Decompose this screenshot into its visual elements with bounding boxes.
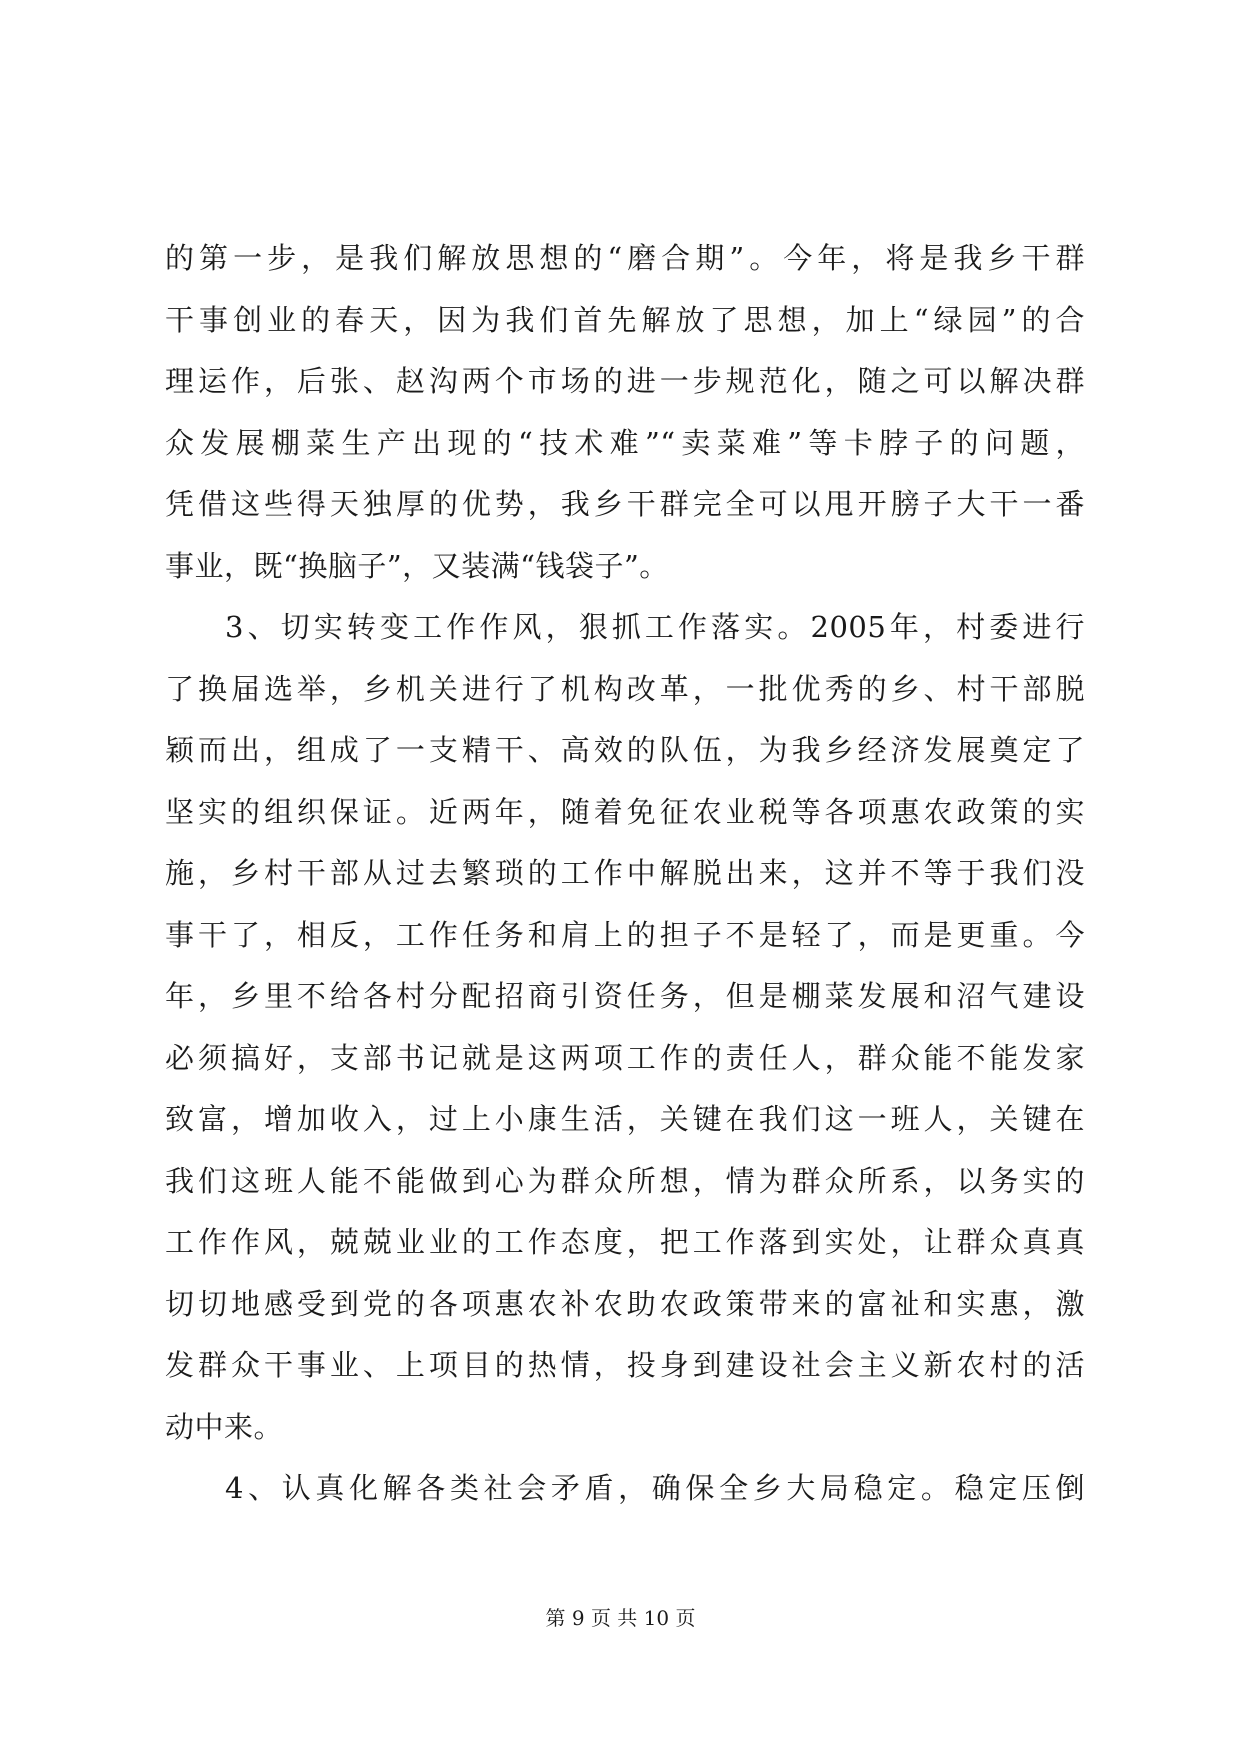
text-line: 凭借这些得天独厚的优势，我乡干群完全可以甩开膀子大干一番 [165, 487, 1085, 521]
text-line: 发群众干事业、上项目的热情，投身到建设社会主义新农村的活 [165, 1348, 1085, 1382]
text-line: 切切地感受到党的各项惠农补农助农政策带来的富祉和实惠，激 [165, 1286, 1085, 1321]
text-line: 坚实的组织保证。近两年，随着免征农业税等各项惠农政策的实 [165, 794, 1085, 829]
page-number-footer: 第 9 页 共 10 页 [545, 1606, 696, 1630]
text-line: 工作作风，兢兢业业的工作态度，把工作落到实处，让群众真真 [165, 1225, 1085, 1259]
paragraph-3-first-line: 3、切实转变工作作风，狠抓工作落实。2005年，村委进行 [225, 610, 1085, 644]
text-line: 颖而出，组成了一支精干、高效的队伍，为我乡经济发展奠定了 [165, 733, 1085, 767]
text-line: 年，乡里不给各村分配招商引资任务，但是棚菜发展和沼气建设 [165, 979, 1085, 1013]
text-line: 必须搞好，支部书记就是这两项工作的责任人，群众能不能发家 [165, 1040, 1085, 1075]
text-line: 动中来。 [165, 1409, 284, 1444]
text-line: 了换届选举，乡机关进行了机构改革，一批优秀的乡、村干部脱 [165, 671, 1085, 706]
text-line: 事干了，相反，工作任务和肩上的担子不是轻了，而是更重。今 [165, 917, 1085, 952]
text-line: 致富，增加收入，过上小康生活，关键在我们这一班人，关键在 [165, 1102, 1085, 1136]
text-line: 理运作，后张、赵沟两个市场的进一步规范化，随之可以解决群 [165, 364, 1085, 398]
text-line: 干事创业的春天，因为我们首先解放了思想，加上“绿园”的合 [165, 302, 1085, 337]
paragraph-4-first-line: 4、认真化解各类社会矛盾，确保全乡大局稳定。稳定压倒 [225, 1471, 1085, 1505]
text-line: 的第一步，是我们解放思想的“磨合期”。今年，将是我乡干群 [165, 241, 1085, 275]
body-text [165, 228, 1085, 1520]
text-line: 事业，既“换脑子”，又装满“钱袋子”。 [165, 548, 669, 583]
text-line: 我们这班人能不能做到心为群众所想，情为群众所系，以务实的 [165, 1163, 1085, 1198]
text-line: 施，乡村干部从过去繁琐的工作中解脱出来，这并不等于我们没 [165, 856, 1085, 890]
text-line: 众发展棚菜生产出现的“技术难”“卖菜难”等卡脖子的问题， [165, 425, 1085, 460]
